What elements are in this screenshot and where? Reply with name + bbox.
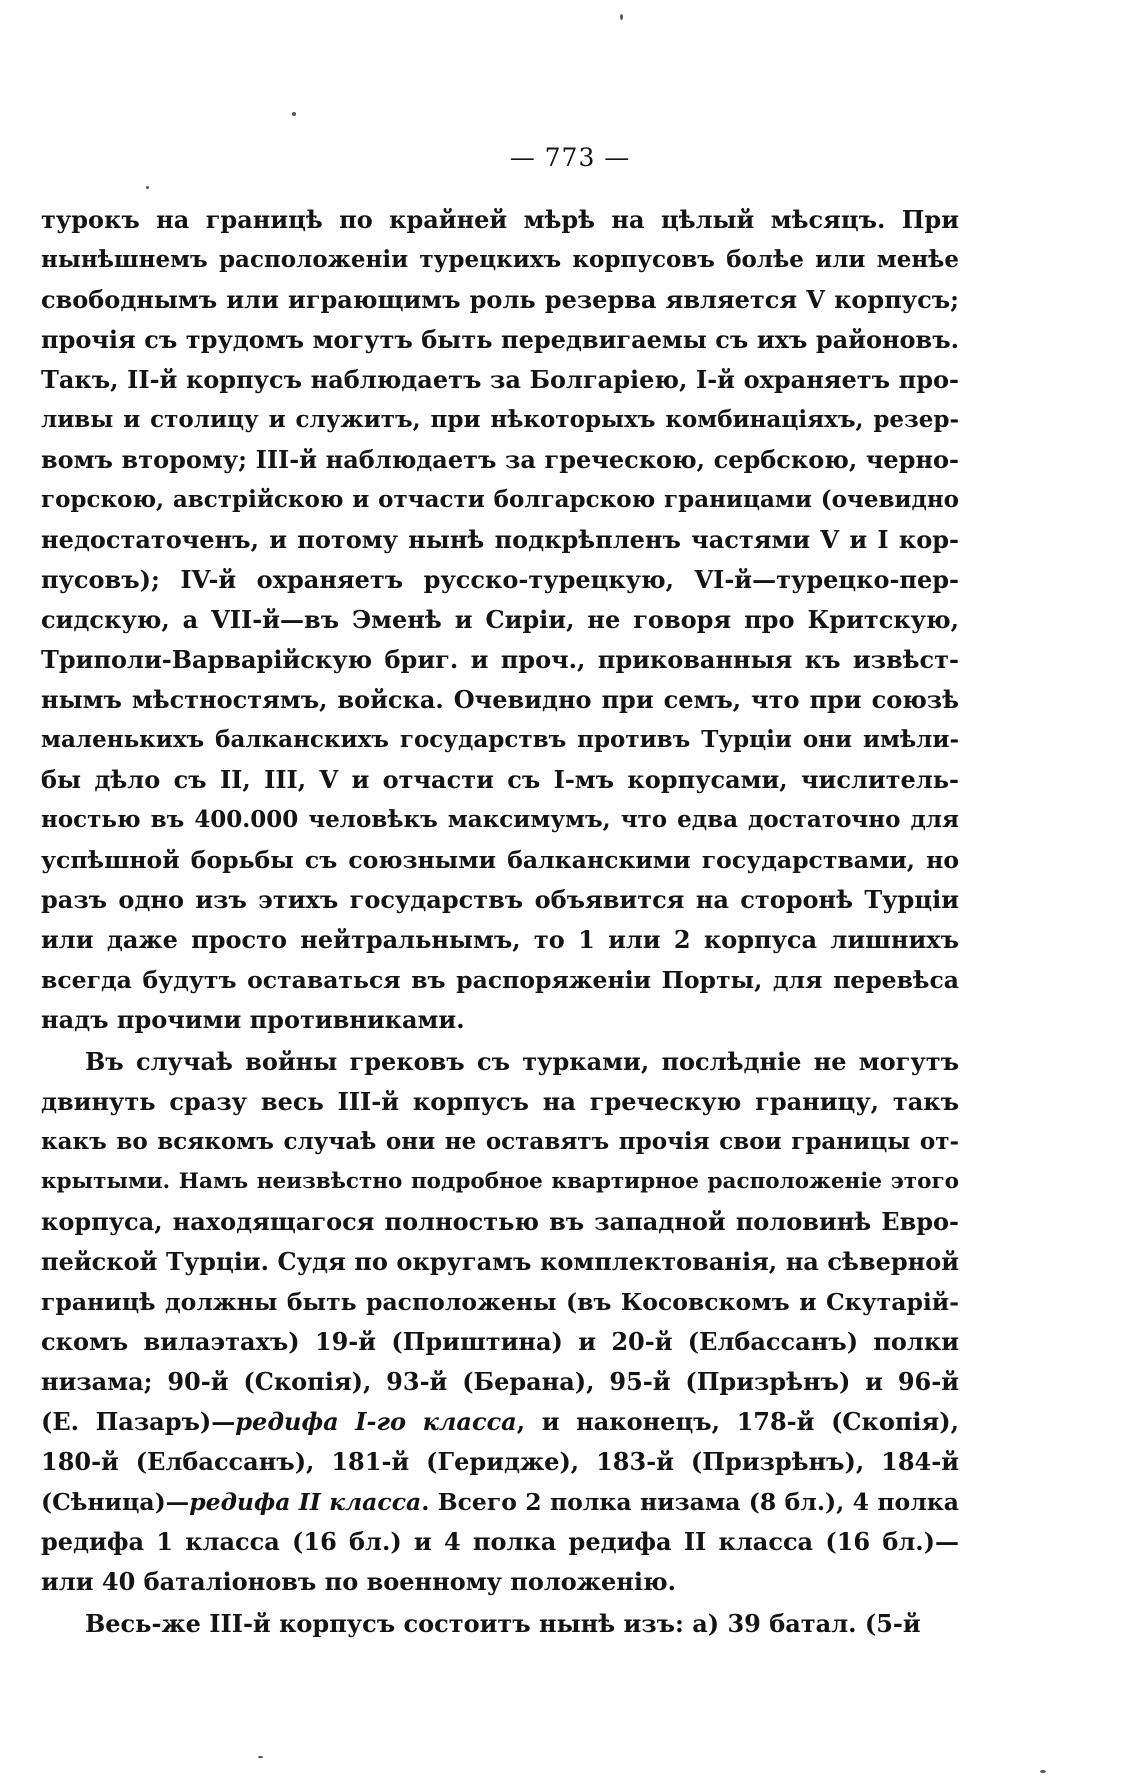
text-segment: надъ прочими противниками.: [41, 1005, 465, 1034]
text-segment: Весь-же III-й корпусъ состоитъ нынѣ изъ: а) 39 батал. (5-й: [85, 1609, 921, 1638]
text-segment: недостаточенъ, и потому нынѣ подкрѣпленъ частями V и I кор-: [41, 525, 959, 554]
text-segment: бы дѣло съ II, III, V и отчасти съ I-мъ корпусами, числитель-: [41, 765, 959, 794]
text-line: [41, 1000, 959, 1040]
print-speck: [146, 186, 149, 189]
text-segment: ливы и столицу и служитъ, при нѣкоторыхъ комбинаціяхъ, резер-: [41, 406, 959, 433]
text-segment: успѣшной борьбы съ союзными балканскими государствами, но: [41, 846, 959, 874]
text-line: [41, 1162, 959, 1202]
text-line: [41, 1322, 959, 1362]
text-line: [41, 1482, 959, 1522]
text-segment: нынѣшнемъ расположеніи турецкихъ корпусовъ болѣе или менѣе: [41, 246, 959, 273]
text-line: [41, 1604, 959, 1644]
text-segment: . Всего 2 полка низама (8 бл.), 4 полка: [421, 1488, 959, 1516]
text-segment: Въ случаѣ войны грековъ съ турками, послѣдніе не могутъ: [85, 1047, 959, 1076]
text-line: [41, 800, 959, 840]
text-segment: корпуса, находящагося полностью въ западной половинѣ Евро-: [41, 1207, 959, 1236]
text-line: [41, 480, 959, 520]
print-speck: [292, 112, 296, 116]
text-segment: Триполи-Варварійскую бриг. и проч., прикованныя къ извѣст-: [41, 645, 959, 674]
text-line: [41, 720, 959, 760]
italic-text: редифа II класса: [189, 1488, 422, 1516]
text-segment: или даже просто нейтральнымъ, то 1 или 2 корпуса лишнихъ: [41, 925, 959, 954]
text-line: [41, 640, 959, 680]
text-segment: низама; 90-й (Скопія), 93-й (Берана), 95-й (Призрѣнъ) и 96-й: [41, 1367, 959, 1396]
text-line: [41, 600, 959, 640]
text-line: [41, 1242, 959, 1282]
text-line: [41, 1202, 959, 1242]
text-segment: двинуть сразу весь III-й корпусъ на греческую границу, такъ: [41, 1087, 959, 1116]
text-line: [41, 520, 959, 560]
text-segment: прочія съ трудомъ могутъ быть передвигаемы съ ихъ районовъ.: [41, 325, 959, 354]
paragraph: [41, 1042, 959, 1602]
text-segment: редифа 1 класса (16 бл.) и 4 полка редифа II класса (16 бл.)—: [41, 1527, 959, 1556]
text-line: [41, 320, 959, 360]
text-segment: скомъ вилаэтахъ) 19-й (Приштина) и 20-й (Елбассанъ) полки: [41, 1327, 959, 1356]
text-line: [41, 680, 959, 720]
paragraph: [41, 200, 959, 1040]
text-line: [41, 880, 959, 920]
text-line: [41, 1082, 959, 1122]
paragraph: [41, 1604, 959, 1644]
text-segment: или 40 баталіоновъ по военному положенію.: [41, 1567, 676, 1596]
text-segment: крытыми. Намъ неизвѣстно подробное квартирное расположеніе этого: [41, 1169, 959, 1194]
text-segment: (Е. Пазаръ)—: [41, 1407, 236, 1436]
text-line: [41, 360, 959, 400]
text-line: [41, 440, 959, 480]
text-line: [41, 1442, 959, 1482]
text-line: [41, 240, 959, 280]
text-line: [41, 1562, 959, 1602]
print-speck: [258, 1756, 263, 1758]
text-segment: пейской Турціи. Судя по округамъ комплектованія, на сѣверной: [41, 1247, 959, 1276]
text-segment: , и наконецъ, 178-й (Скопія),: [516, 1407, 959, 1436]
text-line: [41, 560, 959, 600]
text-segment: разъ одно изъ этихъ государствъ объявится на сторонѣ Турціи: [41, 885, 959, 914]
text-line: [41, 1282, 959, 1322]
text-segment: турокъ на границѣ по крайней мѣрѣ на цѣлый мѣсяцъ. При: [41, 205, 959, 234]
text-segment: горскою, австрійскою и отчасти болгарскою границами (очевидно: [41, 486, 959, 513]
text-line: [41, 760, 959, 800]
text-line: [41, 200, 959, 240]
print-speck: [1040, 1770, 1046, 1773]
text-line: [41, 1402, 959, 1442]
text-line: [41, 1522, 959, 1562]
text-segment: всегда будутъ оставаться въ распоряженіи Порты, для перевѣса: [41, 966, 959, 994]
text-segment: сидскую, а VII-й—въ Эменѣ и Сиріи, не говоря про Критскую,: [41, 605, 959, 634]
text-segment: маленькихъ балканскихъ государствъ противъ Турціи они имѣли-: [41, 726, 959, 753]
text-segment: пусовъ); IV-й охраняетъ русско-турецкую, VI-й—турецко-пер-: [41, 565, 959, 594]
print-speck: [620, 14, 623, 20]
text-line: [41, 1122, 959, 1162]
text-segment: границѣ должны быть расположены (въ Косовскомъ и Скутарій-: [41, 1288, 959, 1316]
text-line: [41, 280, 959, 320]
text-segment: какъ во всякомъ случаѣ они не оставятъ прочія свои границы от-: [41, 1128, 959, 1155]
text-line: [41, 920, 959, 960]
text-segment: 180-й (Елбассанъ), 181-й (Геридже), 183-й (Призрѣнъ), 184-й: [41, 1447, 959, 1476]
italic-text: редифа I-го класса: [235, 1407, 517, 1436]
text-segment: (Сѣница)—: [41, 1488, 190, 1516]
text-line: [41, 400, 959, 440]
text-line: [41, 1362, 959, 1402]
text-segment: Такъ, II-й корпусъ наблюдаетъ за Болгаріею, I-й охраняетъ про-: [41, 365, 959, 394]
text-segment: свободнымъ или играющимъ роль резерва является V корпусъ;: [41, 285, 959, 314]
body-text: [41, 200, 959, 1644]
text-segment: ностью въ 400.000 человѣкъ максимумъ, что едва достаточно для: [41, 806, 959, 833]
page-number: — 773 —: [509, 143, 631, 172]
text-line: [41, 840, 959, 880]
text-line: [41, 1042, 959, 1082]
text-line: [41, 960, 959, 1000]
text-segment: нымъ мѣстностямъ, войска. Очевидно при семъ, что при союзѣ: [41, 685, 959, 714]
text-segment: вомъ второму; III-й наблюдаетъ за греческою, сербскою, черно-: [41, 445, 959, 474]
